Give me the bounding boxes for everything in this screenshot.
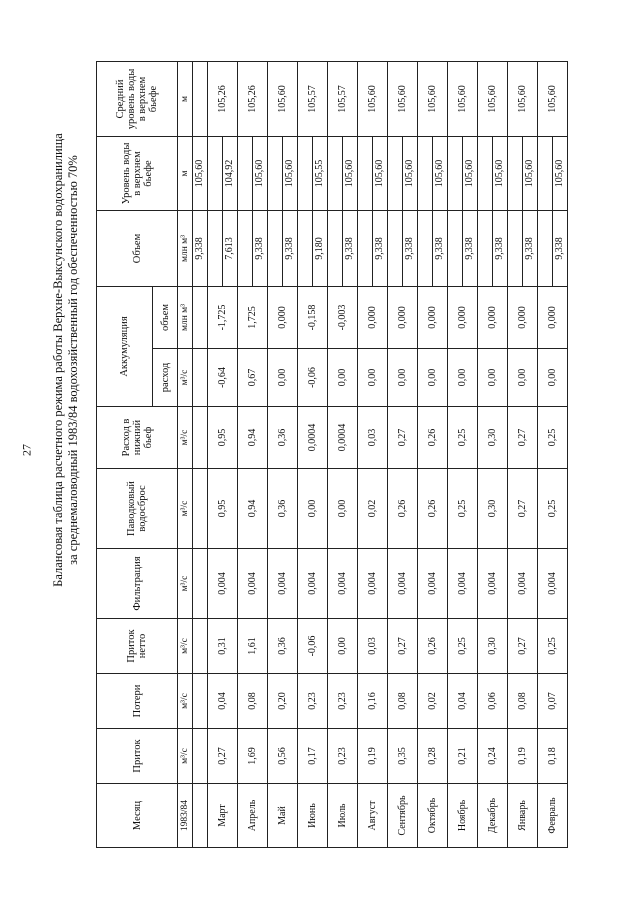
header-filtration: Фильтрация	[97, 549, 178, 619]
cell-net: 0,31	[208, 619, 238, 674]
cell-spill: 0,27	[508, 469, 538, 549]
initial-row	[193, 61, 208, 847]
cell-volume: 9,338	[373, 210, 388, 286]
cell-acc-q: 0,00	[448, 349, 478, 407]
cell-level: 105,60	[523, 136, 538, 210]
spacer-cell	[268, 210, 283, 286]
cell-avg-level: 105,60	[388, 61, 418, 136]
spacer-cell	[328, 210, 343, 286]
cell-losses: 0,08	[238, 674, 268, 729]
cell-spill: 0,00	[328, 469, 358, 549]
table-row	[208, 61, 223, 847]
header-discharge-down: Расход в нижний бьеф	[97, 407, 178, 469]
month-cell: Февраль	[538, 784, 568, 848]
cell-disch: 0,0004	[298, 407, 328, 469]
table-body	[193, 61, 568, 847]
spacer-cell	[328, 136, 343, 210]
cell-avg-level: 105,57	[328, 61, 358, 136]
table-row	[448, 61, 463, 847]
cell-level: 105,60	[463, 136, 478, 210]
spacer-cell	[448, 210, 463, 286]
unit-inflow: м³/с	[178, 729, 193, 784]
cell-volume: 9,338	[253, 210, 268, 286]
cell-volume: 9,180	[313, 210, 328, 286]
month-cell: Март	[208, 784, 238, 848]
cell-acc-v: -0,003	[328, 286, 358, 348]
cell-level: 105,60	[253, 136, 268, 210]
unit-acc-volume: млн м³	[178, 286, 193, 348]
cell-spill: 0,00	[298, 469, 328, 549]
header-acc-volume: объем	[153, 286, 178, 348]
cell-inflow: 0,28	[418, 729, 448, 784]
cell-losses: 0,04	[448, 674, 478, 729]
cell-inflow: 0,19	[508, 729, 538, 784]
cell-filtr: 0,004	[208, 549, 238, 619]
cell-net: 0,36	[268, 619, 298, 674]
cell-inflow: 0,24	[478, 729, 508, 784]
title-line-1: Балансовая таблица расчетного режима работы Верхне-Выксунского водохранилища	[51, 133, 65, 587]
cell-volume: 9,338	[523, 210, 538, 286]
spacer-cell	[238, 210, 253, 286]
cell-acc-q: 0,00	[388, 349, 418, 407]
cell-filtr: 0,004	[358, 549, 388, 619]
cell-level: 105,60	[283, 136, 298, 210]
cell-acc-v: 0,000	[268, 286, 298, 348]
page-number: 27	[19, 444, 34, 456]
cell-spill: 0,25	[448, 469, 478, 549]
cell-inflow: 0,35	[388, 729, 418, 784]
cell-acc-q: -0,64	[208, 349, 238, 407]
cell-avg-level: 105,60	[448, 61, 478, 136]
cell-level: 105,60	[373, 136, 388, 210]
cell-disch: 0,95	[208, 407, 238, 469]
spacer-cell	[238, 136, 253, 210]
unit-filtration: м³/с	[178, 549, 193, 619]
cell-net: 0,25	[448, 619, 478, 674]
unit-discharge: м³/с	[178, 407, 193, 469]
cell-net: 0,27	[508, 619, 538, 674]
table-row	[238, 61, 253, 847]
unit-year: 1983/84	[178, 784, 193, 848]
table-row	[328, 61, 343, 847]
header-losses: Потери	[97, 674, 178, 729]
cell-inflow: 0,19	[358, 729, 388, 784]
header-month: Месяц	[97, 784, 178, 848]
spacer-cell	[208, 136, 223, 210]
cell-spill: 0,36	[268, 469, 298, 549]
cell-filtr: 0,004	[328, 549, 358, 619]
cell-inflow: 0,21	[448, 729, 478, 784]
cell-disch: 0,30	[478, 407, 508, 469]
cell-inflow: 0,17	[298, 729, 328, 784]
cell-inflow: 0,27	[208, 729, 238, 784]
cell-volume: 9,338	[403, 210, 418, 286]
unit-avg-level: м	[178, 61, 193, 136]
cell-net: 0,00	[328, 619, 358, 674]
month-cell: Август	[358, 784, 388, 848]
spacer-cell	[388, 210, 403, 286]
cell-acc-q: 0,00	[538, 349, 568, 407]
table-row	[508, 61, 523, 847]
header-accumulation: Аккумуляция	[97, 286, 153, 406]
cell-losses: 0,06	[478, 674, 508, 729]
cell-level: 105,60	[343, 136, 358, 210]
header-level-up: Уровень воды в верхнем бьефе	[97, 136, 178, 210]
cell-level: 105,55	[313, 136, 328, 210]
cell-acc-v: 0,000	[478, 286, 508, 348]
table-row	[358, 61, 373, 847]
unit-net: м³/с	[178, 619, 193, 674]
cell-disch: 0,0004	[328, 407, 358, 469]
cell-losses: 0,08	[508, 674, 538, 729]
cell-avg-level: 105,60	[268, 61, 298, 136]
initial-volume: 9,338	[193, 210, 208, 286]
spacer-cell	[508, 210, 523, 286]
cell-acc-q: 0,00	[268, 349, 298, 407]
cell-filtr: 0,004	[478, 549, 508, 619]
cell-volume: 9,338	[343, 210, 358, 286]
cell-disch: 0,25	[538, 407, 568, 469]
cell-avg-level: 105,60	[418, 61, 448, 136]
spacer-cell	[508, 136, 523, 210]
cell-losses: 0,16	[358, 674, 388, 729]
spacer-cell	[298, 210, 313, 286]
cell-avg-level: 105,60	[538, 61, 568, 136]
spacer-cell	[418, 210, 433, 286]
cell-net: 0,03	[358, 619, 388, 674]
cell-level: 104,92	[223, 136, 238, 210]
cell-net: 0,30	[478, 619, 508, 674]
table-row	[388, 61, 403, 847]
cell-volume: 9,338	[463, 210, 478, 286]
cell-acc-q: 0,67	[238, 349, 268, 407]
cell-avg-level: 105,60	[478, 61, 508, 136]
cell-filtr: 0,004	[538, 549, 568, 619]
spacer-cell	[388, 136, 403, 210]
spacer-cell	[478, 136, 493, 210]
cell-disch: 0,27	[508, 407, 538, 469]
cell-volume: 7,613	[223, 210, 238, 286]
cell-inflow: 1,69	[238, 729, 268, 784]
unit-spillway: м³/с	[178, 469, 193, 549]
month-cell: Ноябрь	[448, 784, 478, 848]
cell-avg-level: 105,60	[358, 61, 388, 136]
cell-disch: 0,25	[448, 407, 478, 469]
unit-level: м	[178, 136, 193, 210]
cell-acc-v: -1,725	[208, 286, 238, 348]
spacer-cell	[358, 210, 373, 286]
cell-acc-q: 0,00	[358, 349, 388, 407]
cell-net: 0,26	[418, 619, 448, 674]
cell-volume: 9,338	[283, 210, 298, 286]
cell-net: -0,06	[298, 619, 328, 674]
cell-losses: 0,23	[328, 674, 358, 729]
cell-acc-q: 0,00	[418, 349, 448, 407]
table-row	[418, 61, 433, 847]
header-net-inflow: Приток нетто	[97, 619, 178, 674]
month-cell: Январь	[508, 784, 538, 848]
cell-acc-q: -0,06	[298, 349, 328, 407]
cell-filtr: 0,004	[508, 549, 538, 619]
cell-level: 105,60	[403, 136, 418, 210]
cell-acc-q: 0,00	[328, 349, 358, 407]
cell-spill: 0,02	[358, 469, 388, 549]
table-row	[268, 61, 283, 847]
cell-filtr: 0,004	[388, 549, 418, 619]
cell-losses: 0,23	[298, 674, 328, 729]
spacer-cell	[208, 210, 223, 286]
month-cell: Май	[268, 784, 298, 848]
cell-disch: 0,03	[358, 407, 388, 469]
spacer-cell	[538, 136, 553, 210]
cell-losses: 0,04	[208, 674, 238, 729]
cell-net: 1,61	[238, 619, 268, 674]
cell-volume: 9,338	[493, 210, 508, 286]
cell-net: 0,25	[538, 619, 568, 674]
cell-level: 105,60	[433, 136, 448, 210]
spacer-cell	[538, 210, 553, 286]
cell-spill: 0,25	[538, 469, 568, 549]
cell-spill: 0,26	[418, 469, 448, 549]
cell-acc-v: 0,000	[418, 286, 448, 348]
header-avg-level: Средний уровень воды в верхнем бьефе	[97, 61, 178, 136]
unit-volume: млн м³	[178, 210, 193, 286]
header-volume: Объем	[97, 210, 178, 286]
balance-table	[96, 61, 568, 848]
cell-disch: 0,27	[388, 407, 418, 469]
cell-acc-q: 0,00	[508, 349, 538, 407]
cell-disch: 0,26	[418, 407, 448, 469]
cell-inflow: 0,23	[328, 729, 358, 784]
cell-acc-v: 0,000	[538, 286, 568, 348]
month-cell: Сентябрь	[388, 784, 418, 848]
spacer-cell	[418, 136, 433, 210]
cell-acc-v: 0,000	[388, 286, 418, 348]
cell-avg-level: 105,60	[508, 61, 538, 136]
cell-level: 105,60	[553, 136, 568, 210]
spacer-cell	[448, 136, 463, 210]
cell-level: 105,60	[493, 136, 508, 210]
cell-acc-v: 0,000	[508, 286, 538, 348]
cell-spill: 0,95	[208, 469, 238, 549]
month-cell: Октябрь	[418, 784, 448, 848]
cell-spill: 0,26	[388, 469, 418, 549]
cell-acc-v: -0,158	[298, 286, 328, 348]
cell-avg-level: 105,26	[208, 61, 238, 136]
cell-acc-v: 1,725	[238, 286, 268, 348]
cell-spill: 0,30	[478, 469, 508, 549]
cell-filtr: 0,004	[238, 549, 268, 619]
cell-losses: 0,08	[388, 674, 418, 729]
table-row	[478, 61, 493, 847]
month-cell: Апрель	[238, 784, 268, 848]
table-row	[538, 61, 553, 847]
cell-filtr: 0,004	[268, 549, 298, 619]
cell-net: 0,27	[388, 619, 418, 674]
cell-inflow: 0,56	[268, 729, 298, 784]
month-cell: Декабрь	[478, 784, 508, 848]
header-inflow: Приток	[97, 729, 178, 784]
cell-acc-v: 0,000	[358, 286, 388, 348]
cell-losses: 0,02	[418, 674, 448, 729]
spacer-cell	[358, 136, 373, 210]
unit-acc-flow: м³/с	[178, 349, 193, 407]
cell-acc-q: 0,00	[478, 349, 508, 407]
title-line-2: за среднемаловодный 1983/84 водохозяйственный год обеспеченностью 70%	[66, 155, 80, 565]
month-cell: Июнь	[298, 784, 328, 848]
month-cell: Июль	[328, 784, 358, 848]
spacer-cell	[268, 136, 283, 210]
cell-disch: 0,94	[238, 407, 268, 469]
cell-spill: 0,94	[238, 469, 268, 549]
cell-filtr: 0,004	[448, 549, 478, 619]
cell-disch: 0,36	[268, 407, 298, 469]
table-row	[298, 61, 313, 847]
cell-inflow: 0,18	[538, 729, 568, 784]
cell-filtr: 0,004	[298, 549, 328, 619]
table-title	[51, 133, 81, 587]
initial-level: 105,60	[193, 136, 208, 210]
cell-avg-level: 105,26	[238, 61, 268, 136]
header-spillway: Паводковый водосброс	[97, 469, 178, 549]
unit-losses: м³/с	[178, 674, 193, 729]
cell-volume: 9,338	[553, 210, 568, 286]
header-acc-flow: расход	[153, 349, 178, 407]
cell-losses: 0,07	[538, 674, 568, 729]
spacer-cell	[478, 210, 493, 286]
spacer-cell	[298, 136, 313, 210]
cell-avg-level: 105,57	[298, 61, 328, 136]
cell-filtr: 0,004	[418, 549, 448, 619]
cell-volume: 9,338	[433, 210, 448, 286]
cell-acc-v: 0,000	[448, 286, 478, 348]
balance-table-wrapper	[96, 62, 578, 848]
cell-losses: 0,20	[268, 674, 298, 729]
